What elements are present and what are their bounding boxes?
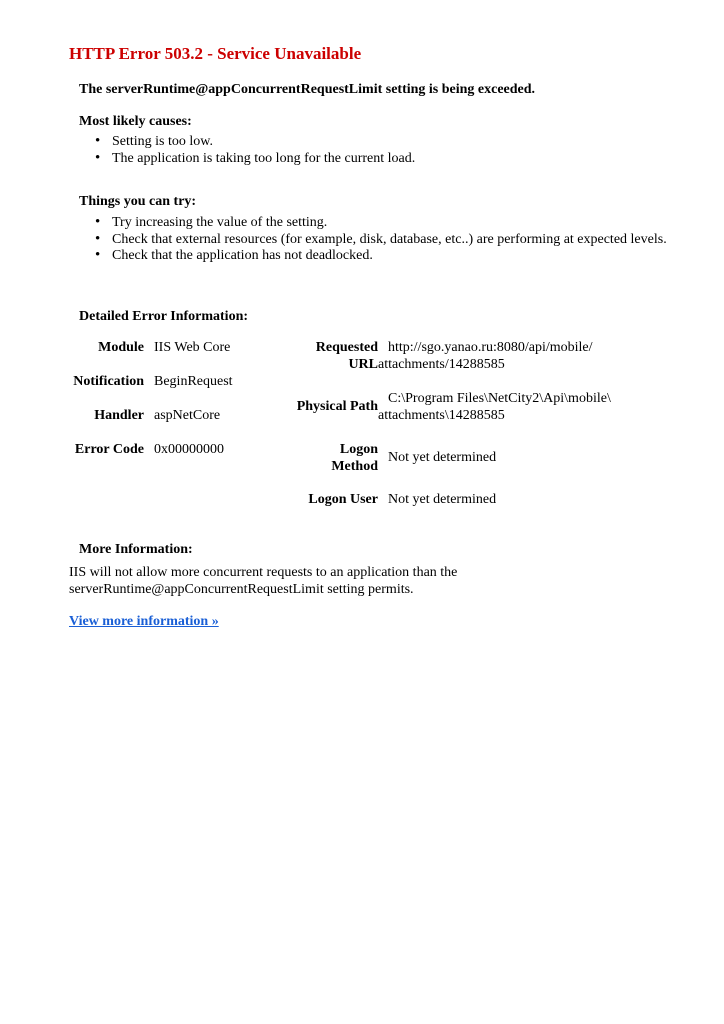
causes-heading: Most likely causes: (79, 114, 192, 129)
tries-list (112, 215, 672, 265)
list-item: • Check that the application has not deadlocked. (112, 248, 672, 265)
handler-value: aspNetCore (154, 408, 221, 423)
module-label: Module (98, 340, 144, 355)
list-item: • Try increasing the value of the setting. (112, 215, 672, 232)
requested-url-label-line-2: URL (348, 357, 378, 372)
requested-url-value-line-2: attachments/14288585 (378, 357, 505, 372)
notification-label: Notification (73, 374, 144, 389)
requested-url-value-line-1: http://sgo.yanao.ru:8080/api/mobile/ (388, 340, 593, 355)
logon-user-value: Not yet determined (388, 492, 497, 507)
logon-method-label-line-2: Method (331, 459, 378, 474)
causes-list (112, 134, 672, 167)
physical-path-value-line-2: attachments\14288585 (378, 408, 505, 423)
view-more-information-link[interactable]: View more information » (69, 614, 219, 629)
list-item: • The application is taking too long for the current load. (112, 151, 672, 168)
module-value: IIS Web Core (154, 340, 231, 355)
list-item: • Check that external resources (for example, disk, database, etc..) are performing at expected levels. (112, 232, 672, 249)
handler-label: Handler (94, 408, 144, 423)
details-heading: Detailed Error Information: (79, 309, 249, 324)
more-info-text: IIS will not allow more concurrent requests to an application than the serverRuntime@appConcurrentRequestLimit setting permits. (69, 565, 458, 597)
error-summary: The serverRuntime@appConcurrentRequestLimit setting is being exceeded. (79, 82, 536, 97)
logon-user-label: Logon User (308, 492, 378, 507)
list-item: • Setting is too low. (112, 134, 672, 151)
tries-heading: Things you can try: (79, 194, 197, 209)
page-title: HTTP Error 503.2 - Service Unavailable (69, 44, 362, 63)
requested-url-label-line-1: Requested (315, 340, 378, 355)
error-code-label: Error Code (74, 442, 144, 457)
notification-value: BeginRequest (154, 374, 233, 389)
logon-method-value: Not yet determined (388, 450, 497, 465)
physical-path-value-line-1: C:\Program Files\NetCity2\Api\mobile\ (388, 391, 611, 406)
logon-method-label-line-1: Logon (339, 442, 378, 457)
physical-path-label: Physical Path (296, 399, 378, 414)
more-info-heading: More Information: (79, 542, 193, 557)
error-code-value: 0x00000000 (154, 442, 224, 457)
